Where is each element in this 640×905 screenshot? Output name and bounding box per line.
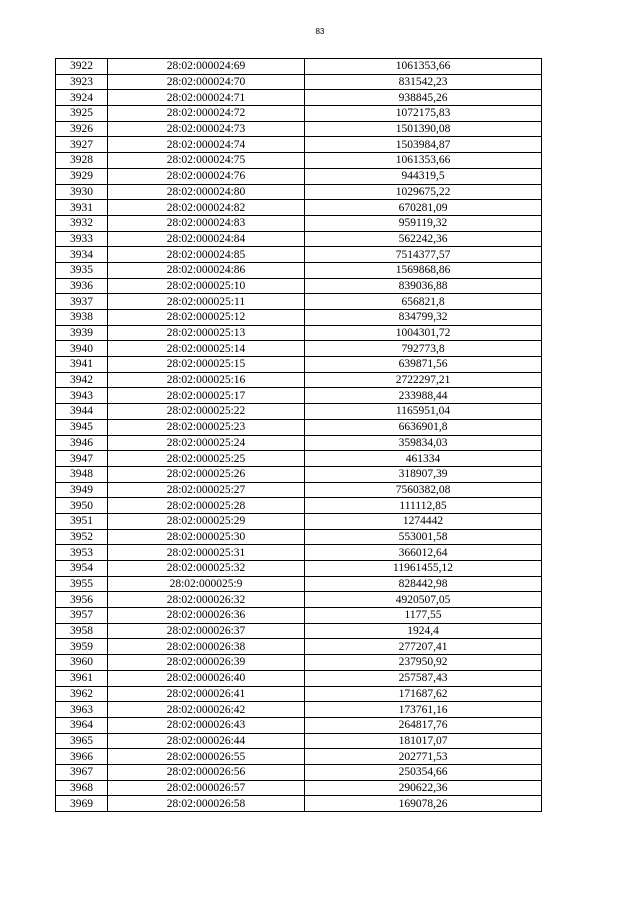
table-row bbox=[56, 341, 542, 357]
cadastral-value-table bbox=[55, 58, 542, 812]
row-number-cell: 3925 bbox=[56, 106, 108, 122]
row-number-cell: 3965 bbox=[56, 733, 108, 749]
row-number-cell: 3946 bbox=[56, 435, 108, 451]
row-number-cell: 3942 bbox=[56, 372, 108, 388]
row-number-cell: 3927 bbox=[56, 137, 108, 153]
cadastral-number-cell: 28:02:000025:28 bbox=[108, 498, 305, 514]
cadastral-number-cell: 28:02:000025:31 bbox=[108, 545, 305, 561]
cadastral-number-cell: 28:02:000024:86 bbox=[108, 262, 305, 278]
table-row bbox=[56, 231, 542, 247]
cadastral-value-cell: 202771,53 bbox=[305, 749, 542, 765]
cadastral-value-cell: 656821,8 bbox=[305, 294, 542, 310]
row-number-cell: 3955 bbox=[56, 576, 108, 592]
cadastral-value-cell: 1569868,86 bbox=[305, 262, 542, 278]
cadastral-number-cell: 28:02:000026:32 bbox=[108, 592, 305, 608]
cadastral-value-cell: 1061353,66 bbox=[305, 153, 542, 169]
cadastral-value-cell: 6636901,8 bbox=[305, 419, 542, 435]
row-number-cell: 3953 bbox=[56, 545, 108, 561]
table-row bbox=[56, 168, 542, 184]
cadastral-value-cell: 639871,56 bbox=[305, 357, 542, 373]
row-number-cell: 3966 bbox=[56, 749, 108, 765]
cadastral-number-cell: 28:02:000026:43 bbox=[108, 717, 305, 733]
cadastral-number-cell: 28:02:000026:39 bbox=[108, 655, 305, 671]
table-row bbox=[56, 670, 542, 686]
row-number-cell: 3947 bbox=[56, 451, 108, 467]
row-number-cell: 3937 bbox=[56, 294, 108, 310]
row-number-cell: 3959 bbox=[56, 639, 108, 655]
table-row bbox=[56, 90, 542, 106]
cadastral-number-cell: 28:02:000025:14 bbox=[108, 341, 305, 357]
cadastral-number-cell: 28:02:000024:83 bbox=[108, 215, 305, 231]
cadastral-number-cell: 28:02:000025:29 bbox=[108, 513, 305, 529]
cadastral-number-cell: 28:02:000025:32 bbox=[108, 561, 305, 577]
row-number-cell: 3932 bbox=[56, 215, 108, 231]
row-number-cell: 3964 bbox=[56, 717, 108, 733]
cadastral-number-cell: 28:02:000026:40 bbox=[108, 670, 305, 686]
table-row bbox=[56, 184, 542, 200]
row-number-cell: 3933 bbox=[56, 231, 108, 247]
table-row bbox=[56, 592, 542, 608]
cadastral-value-cell: 1501390,08 bbox=[305, 121, 542, 137]
cadastral-value-cell: 1061353,66 bbox=[305, 59, 542, 75]
table-row bbox=[56, 529, 542, 545]
table-row bbox=[56, 623, 542, 639]
table-row bbox=[56, 215, 542, 231]
cadastral-number-cell: 28:02:000025:11 bbox=[108, 294, 305, 310]
cadastral-value-cell: 257587,43 bbox=[305, 670, 542, 686]
cadastral-value-cell: 290622,36 bbox=[305, 780, 542, 796]
row-number-cell: 3943 bbox=[56, 388, 108, 404]
row-number-cell: 3930 bbox=[56, 184, 108, 200]
cadastral-value-cell: 1165951,04 bbox=[305, 404, 542, 420]
table-row bbox=[56, 717, 542, 733]
cadastral-value-cell: 173761,16 bbox=[305, 702, 542, 718]
row-number-cell: 3948 bbox=[56, 466, 108, 482]
table-row bbox=[56, 561, 542, 577]
cadastral-number-cell: 28:02:000025:15 bbox=[108, 357, 305, 373]
cadastral-value-cell: 1177,55 bbox=[305, 608, 542, 624]
cadastral-number-cell: 28:02:000025:24 bbox=[108, 435, 305, 451]
row-number-cell: 3935 bbox=[56, 262, 108, 278]
cadastral-number-cell: 28:02:000024:76 bbox=[108, 168, 305, 184]
row-number-cell: 3934 bbox=[56, 247, 108, 263]
row-number-cell: 3952 bbox=[56, 529, 108, 545]
row-number-cell: 3936 bbox=[56, 278, 108, 294]
cadastral-number-cell: 28:02:000024:70 bbox=[108, 74, 305, 90]
cadastral-value-cell: 111112,85 bbox=[305, 498, 542, 514]
table-row bbox=[56, 498, 542, 514]
cadastral-number-cell: 28:02:000026:37 bbox=[108, 623, 305, 639]
cadastral-number-cell: 28:02:000025:30 bbox=[108, 529, 305, 545]
row-number-cell: 3961 bbox=[56, 670, 108, 686]
cadastral-value-cell: 1072175,83 bbox=[305, 106, 542, 122]
cadastral-value-cell: 670281,09 bbox=[305, 200, 542, 216]
table-row bbox=[56, 137, 542, 153]
cadastral-number-cell: 28:02:000025:10 bbox=[108, 278, 305, 294]
row-number-cell: 3939 bbox=[56, 325, 108, 341]
row-number-cell: 3967 bbox=[56, 764, 108, 780]
cadastral-value-cell: 169078,26 bbox=[305, 796, 542, 812]
cadastral-number-cell: 28:02:000026:42 bbox=[108, 702, 305, 718]
table-row bbox=[56, 733, 542, 749]
cadastral-number-cell: 28:02:000025:13 bbox=[108, 325, 305, 341]
cadastral-value-cell: 553001,58 bbox=[305, 529, 542, 545]
table-row bbox=[56, 639, 542, 655]
table-row bbox=[56, 482, 542, 498]
row-number-cell: 3962 bbox=[56, 686, 108, 702]
row-number-cell: 3963 bbox=[56, 702, 108, 718]
cadastral-number-cell: 28:02:000026:57 bbox=[108, 780, 305, 796]
table-row bbox=[56, 686, 542, 702]
row-number-cell: 3922 bbox=[56, 59, 108, 75]
table-row bbox=[56, 388, 542, 404]
cadastral-value-cell: 318907,39 bbox=[305, 466, 542, 482]
cadastral-value-cell: 233988,44 bbox=[305, 388, 542, 404]
cadastral-number-cell: 28:02:000026:36 bbox=[108, 608, 305, 624]
cadastral-value-cell: 1004301,72 bbox=[305, 325, 542, 341]
cadastral-number-cell: 28:02:000026:41 bbox=[108, 686, 305, 702]
cadastral-value-cell: 277207,41 bbox=[305, 639, 542, 655]
table-row bbox=[56, 121, 542, 137]
cadastral-number-cell: 28:02:000025:22 bbox=[108, 404, 305, 420]
row-number-cell: 3938 bbox=[56, 310, 108, 326]
cadastral-value-cell: 1029675,22 bbox=[305, 184, 542, 200]
cadastral-value-cell: 1503984,87 bbox=[305, 137, 542, 153]
cadastral-number-cell: 28:02:000024:85 bbox=[108, 247, 305, 263]
cadastral-value-cell: 237950,92 bbox=[305, 655, 542, 671]
cadastral-value-cell: 562242,36 bbox=[305, 231, 542, 247]
row-number-cell: 3931 bbox=[56, 200, 108, 216]
table-row bbox=[56, 357, 542, 373]
table-row bbox=[56, 780, 542, 796]
cadastral-value-cell: 959119,32 bbox=[305, 215, 542, 231]
cadastral-number-cell: 28:02:000026:55 bbox=[108, 749, 305, 765]
cadastral-number-cell: 28:02:000026:44 bbox=[108, 733, 305, 749]
table-row bbox=[56, 325, 542, 341]
cadastral-number-cell: 28:02:000024:80 bbox=[108, 184, 305, 200]
table-row bbox=[56, 294, 542, 310]
row-number-cell: 3969 bbox=[56, 796, 108, 812]
row-number-cell: 3928 bbox=[56, 153, 108, 169]
cadastral-value-cell: 359834,03 bbox=[305, 435, 542, 451]
cadastral-value-cell: 4920507,05 bbox=[305, 592, 542, 608]
cadastral-value-cell: 7514377,57 bbox=[305, 247, 542, 263]
table-row bbox=[56, 513, 542, 529]
table-row bbox=[56, 200, 542, 216]
row-number-cell: 3929 bbox=[56, 168, 108, 184]
row-number-cell: 3941 bbox=[56, 357, 108, 373]
row-number-cell: 3926 bbox=[56, 121, 108, 137]
cadastral-value-cell: 831542,23 bbox=[305, 74, 542, 90]
cadastral-number-cell: 28:02:000026:38 bbox=[108, 639, 305, 655]
cadastral-number-cell: 28:02:000025:27 bbox=[108, 482, 305, 498]
row-number-cell: 3944 bbox=[56, 404, 108, 420]
table-row bbox=[56, 702, 542, 718]
table-row bbox=[56, 247, 542, 263]
table-row bbox=[56, 451, 542, 467]
row-number-cell: 3945 bbox=[56, 419, 108, 435]
cadastral-value-cell: 1274442 bbox=[305, 513, 542, 529]
cadastral-number-cell: 28:02:000024:75 bbox=[108, 153, 305, 169]
cadastral-number-cell: 28:02:000025:25 bbox=[108, 451, 305, 467]
cadastral-value-cell: 834799,32 bbox=[305, 310, 542, 326]
table-row bbox=[56, 576, 542, 592]
cadastral-value-cell: 11961455,12 bbox=[305, 561, 542, 577]
cadastral-value-cell: 944319,5 bbox=[305, 168, 542, 184]
row-number-cell: 3949 bbox=[56, 482, 108, 498]
page-number: 83 bbox=[315, 27, 325, 36]
table-row bbox=[56, 655, 542, 671]
cadastral-value-cell: 1924,4 bbox=[305, 623, 542, 639]
cadastral-number-cell: 28:02:000024:72 bbox=[108, 106, 305, 122]
table-row bbox=[56, 608, 542, 624]
cadastral-value-cell: 2722297,21 bbox=[305, 372, 542, 388]
cadastral-number-cell: 28:02:000024:82 bbox=[108, 200, 305, 216]
cadastral-value-cell: 264817,76 bbox=[305, 717, 542, 733]
cadastral-value-cell: 792773,8 bbox=[305, 341, 542, 357]
cadastral-number-cell: 28:02:000024:71 bbox=[108, 90, 305, 106]
cadastral-number-cell: 28:02:000024:73 bbox=[108, 121, 305, 137]
row-number-cell: 3958 bbox=[56, 623, 108, 639]
cadastral-number-cell: 28:02:000024:74 bbox=[108, 137, 305, 153]
table-row bbox=[56, 106, 542, 122]
table-row bbox=[56, 153, 542, 169]
row-number-cell: 3968 bbox=[56, 780, 108, 796]
table-row bbox=[56, 59, 542, 75]
row-number-cell: 3957 bbox=[56, 608, 108, 624]
cadastral-value-cell: 828442,98 bbox=[305, 576, 542, 592]
cadastral-number-cell: 28:02:000024:69 bbox=[108, 59, 305, 75]
cadastral-value-cell: 181017,07 bbox=[305, 733, 542, 749]
row-number-cell: 3956 bbox=[56, 592, 108, 608]
table-row bbox=[56, 310, 542, 326]
row-number-cell: 3960 bbox=[56, 655, 108, 671]
cadastral-number-cell: 28:02:000025:17 bbox=[108, 388, 305, 404]
row-number-cell: 3951 bbox=[56, 513, 108, 529]
cadastral-value-cell: 171687,62 bbox=[305, 686, 542, 702]
table-row bbox=[56, 545, 542, 561]
table-row bbox=[56, 796, 542, 812]
row-number-cell: 3940 bbox=[56, 341, 108, 357]
table-body bbox=[56, 59, 542, 812]
cadastral-value-cell: 461334 bbox=[305, 451, 542, 467]
row-number-cell: 3954 bbox=[56, 561, 108, 577]
cadastral-value-cell: 7560382,08 bbox=[305, 482, 542, 498]
row-number-cell: 3924 bbox=[56, 90, 108, 106]
cadastral-value-cell: 839036,88 bbox=[305, 278, 542, 294]
cadastral-number-cell: 28:02:000025:23 bbox=[108, 419, 305, 435]
table-row bbox=[56, 419, 542, 435]
cadastral-number-cell: 28:02:000025:26 bbox=[108, 466, 305, 482]
cadastral-value-cell: 250354,66 bbox=[305, 764, 542, 780]
row-number-cell: 3950 bbox=[56, 498, 108, 514]
table-row bbox=[56, 262, 542, 278]
table-row bbox=[56, 404, 542, 420]
table-row bbox=[56, 749, 542, 765]
cadastral-value-cell: 938845,26 bbox=[305, 90, 542, 106]
table-row bbox=[56, 278, 542, 294]
cadastral-number-cell: 28:02:000024:84 bbox=[108, 231, 305, 247]
table-row bbox=[56, 466, 542, 482]
cadastral-number-cell: 28:02:000025:9 bbox=[108, 576, 305, 592]
table-row bbox=[56, 435, 542, 451]
table-row bbox=[56, 764, 542, 780]
table-row bbox=[56, 74, 542, 90]
row-number-cell: 3923 bbox=[56, 74, 108, 90]
cadastral-number-cell: 28:02:000026:58 bbox=[108, 796, 305, 812]
table-row bbox=[56, 372, 542, 388]
cadastral-value-cell: 366012,64 bbox=[305, 545, 542, 561]
cadastral-number-cell: 28:02:000025:12 bbox=[108, 310, 305, 326]
cadastral-number-cell: 28:02:000025:16 bbox=[108, 372, 305, 388]
cadastral-number-cell: 28:02:000026:56 bbox=[108, 764, 305, 780]
